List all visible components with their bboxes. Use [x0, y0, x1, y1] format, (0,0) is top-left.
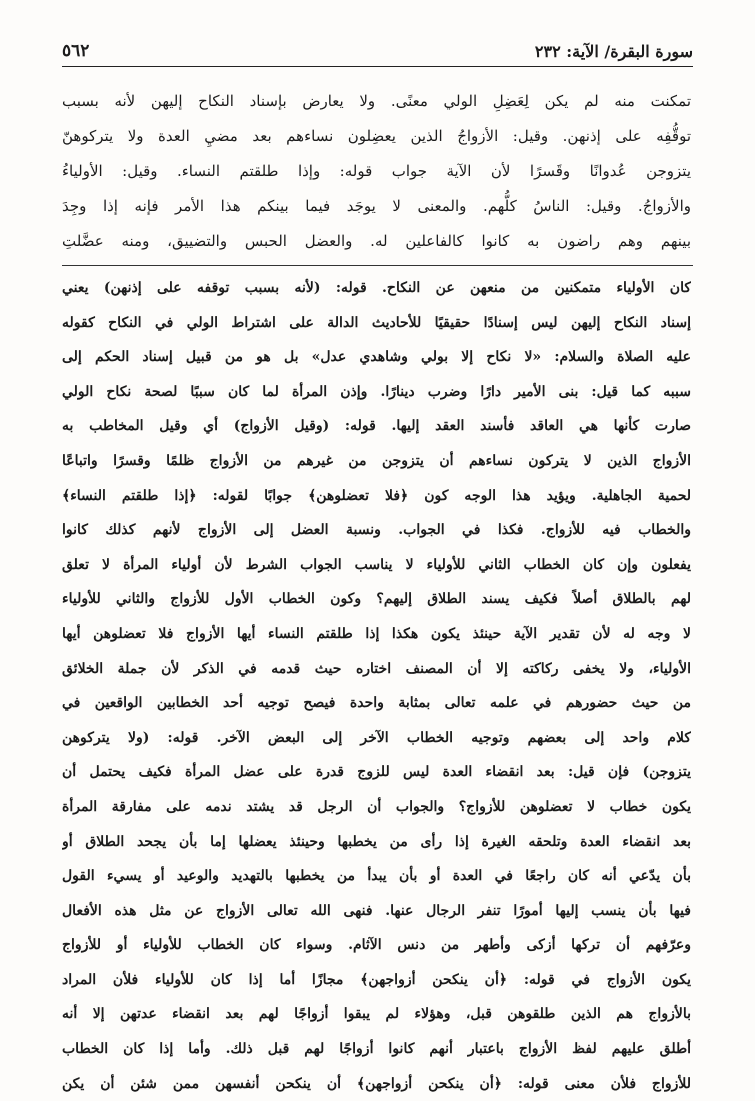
- commentary-line: كان الأولياء متمكنين من منعهن عن النكاح. قوله: (لأنه بسبب توقفه على إذنهن) يعني: [62, 280, 691, 296]
- commentary-text: [62, 271, 691, 1101]
- commentary-line: إسناد النكاح إليهن ليس إسنادًا حقيقيًا للأحاديث الدالة على اشتراط الولي في النكاح كقوله: [62, 314, 691, 331]
- main-line: والأزواجُ. وقيل: الناسُ كلُّهم. والمعنى لا يوجَد فيما بينكم هذا الأمر فإنه إذا وجِدَ: [62, 197, 691, 215]
- footnote-separator: [62, 265, 693, 266]
- commentary-line: يتزوجن) فإن قيل: بعد انقضاء العدة ليس للزوج قدرة على عضل المرأة فكيف يحتمل أن: [62, 764, 691, 781]
- commentary-line: لحمية الجاهلية. ويؤيد هذا الوجه كون ﴿فلا تعضلوهن﴾ جوابًا لقوله: ﴿إذا طلقتم النساء﴾: [62, 487, 691, 504]
- commentary-line: الأولياء، ولا يخفى ركاكته إلا أن المصنف اختاره حيث قدمه في الذكر لأن جملة الخلائق: [62, 660, 691, 677]
- commentary-line: للأزواج فلأن معنى قوله: ﴿أن ينكحن أزواجهن﴾ أن ينكحن أنفسهن ممن شئن أن يكن: [62, 1075, 691, 1092]
- commentary-line: يكون خطاب لا تعضلوهن للأزواج؟ والجواب أن الرجل قد يشتد ندمه على مفارقة المرأة: [62, 798, 691, 815]
- commentary-line: الأزواج الذين لا يتركون نساءهم أن يتزوجن من غيرهم من الأزواج ظلمًا وقسرًا واتباعًا: [62, 452, 691, 469]
- main-line: بينهم وهم راضون به كانوا كالفاعلين له. والعضل الحبس والتضييق، ومنه عضَّلتِ: [62, 232, 691, 250]
- main-text: [62, 84, 691, 259]
- surah-title: سورة البقرة/ الآية: ٢٣٢: [534, 42, 693, 61]
- commentary-line: بأن يدّعي أنه كان راجعًا في العدة أو بأن يبدأ من يخطبها بالتهديد والوعيد أو يسيء القول: [62, 868, 691, 885]
- commentary-line: والخطاب فيه للأزواج. فكذا في الجواب. ونسبة العضل إلى الأزواج لأنهم كذلك كانوا: [62, 522, 691, 539]
- commentary-line: أطلق عليهم لفظ الأزواج باعتبار أنهم كانوا أزواجًا لهم قبل ذلك. وأما إذا كان الخطاب: [62, 1041, 691, 1058]
- commentary-line: سببه كما قيل: بنى الأمير دارًا وضرب دينارًا. وإذن المرأة لما كان سببًا لصحة نكاح الولي: [62, 383, 691, 400]
- commentary-line: وعرّفهم أن تركها أزكى وأطهر من دنس الآثام. وسواء كان الخطاب للأولياء أو للأزواج: [62, 937, 691, 954]
- commentary-line: من حيث حضورهم في علمه تعالى بمثابة واحدة فيصح توجيه أحد الخطابين الواقعين في: [62, 695, 691, 712]
- commentary-line: يفعلون وإن كان الخطاب الثاني للأولياء لا يناسب الجواب الشرط لأن أولياء المرأة لا تعلق: [62, 556, 691, 573]
- page-header: [62, 34, 693, 67]
- commentary-line: يكون الأزواج في قوله: ﴿أن ينكحن أزواجهن﴾ مجازًا أما إذا كان للأولياء فلأن المراد: [62, 971, 691, 988]
- commentary-line: فيها بأن ينسب إليها أمورًا تنفر الرجال عنها. فنهى الله تعالى الأزواج عن مثل هذه الأفعال: [62, 902, 691, 919]
- main-line: يتزوجن عُدوانًا وقَسرًا لأن الآية جواب قوله: وإذا طلقتم النساء. وقيل: الأولياءُ: [62, 162, 691, 180]
- commentary-line: بالأزواج هم الذين طلقوهن قبل، وهؤلاء لم يبقوا أزواجًا لهم بعد انقضاء عدتهن إلا أنه: [62, 1006, 691, 1023]
- page-number: ٥٦٢: [62, 41, 90, 61]
- commentary-line: لا وجه له لأن تقدير الآية حينئذ يكون هكذا إذا طلقتم النساء أيها الأزواج فلا تعضلوهن أيها: [62, 625, 691, 642]
- commentary-line: صارت كأنها هي العاقد فأسند العقد إليها. قوله: (وقيل الأزواج) أي وقيل المخاطب به: [62, 418, 691, 435]
- commentary-line: لهم بالطلاق أصلاً فكيف يسند الطلاق إليهم؟ وكون الخطاب الأول للأزواج والثاني للأولياء: [62, 591, 691, 608]
- commentary-line: كلام واحد إلى بعضهم وتوجيه الخطاب الآخر إلى البعض الآخر. قوله: (ولا يتركوهن: [62, 729, 691, 746]
- main-line: توقُّفِه على إذنهن. وقيل: الأزواجُ الذين يعضِلون نساءهم بعد مضيِ العدة ولا يتركوهنّ: [62, 127, 691, 145]
- main-line: تمكنت منه لم يكن لِعَضِلِ الولي معنًى. ولا يعارض بإسناد النكاح إليهن لأنه بسبب: [62, 92, 691, 110]
- commentary-line: عليه الصلاة والسلام: «لا نكاح إلا بولي وشاهدي عدل» بل هو من قبيل إسناد الحكم إلى: [62, 349, 691, 366]
- commentary-line: بعد انقضاء العدة وتلحقه الغيرة إذا رأى من يخطبها وحينئذ يعضلها إما بأن يجحد الطلاق أو: [62, 833, 691, 850]
